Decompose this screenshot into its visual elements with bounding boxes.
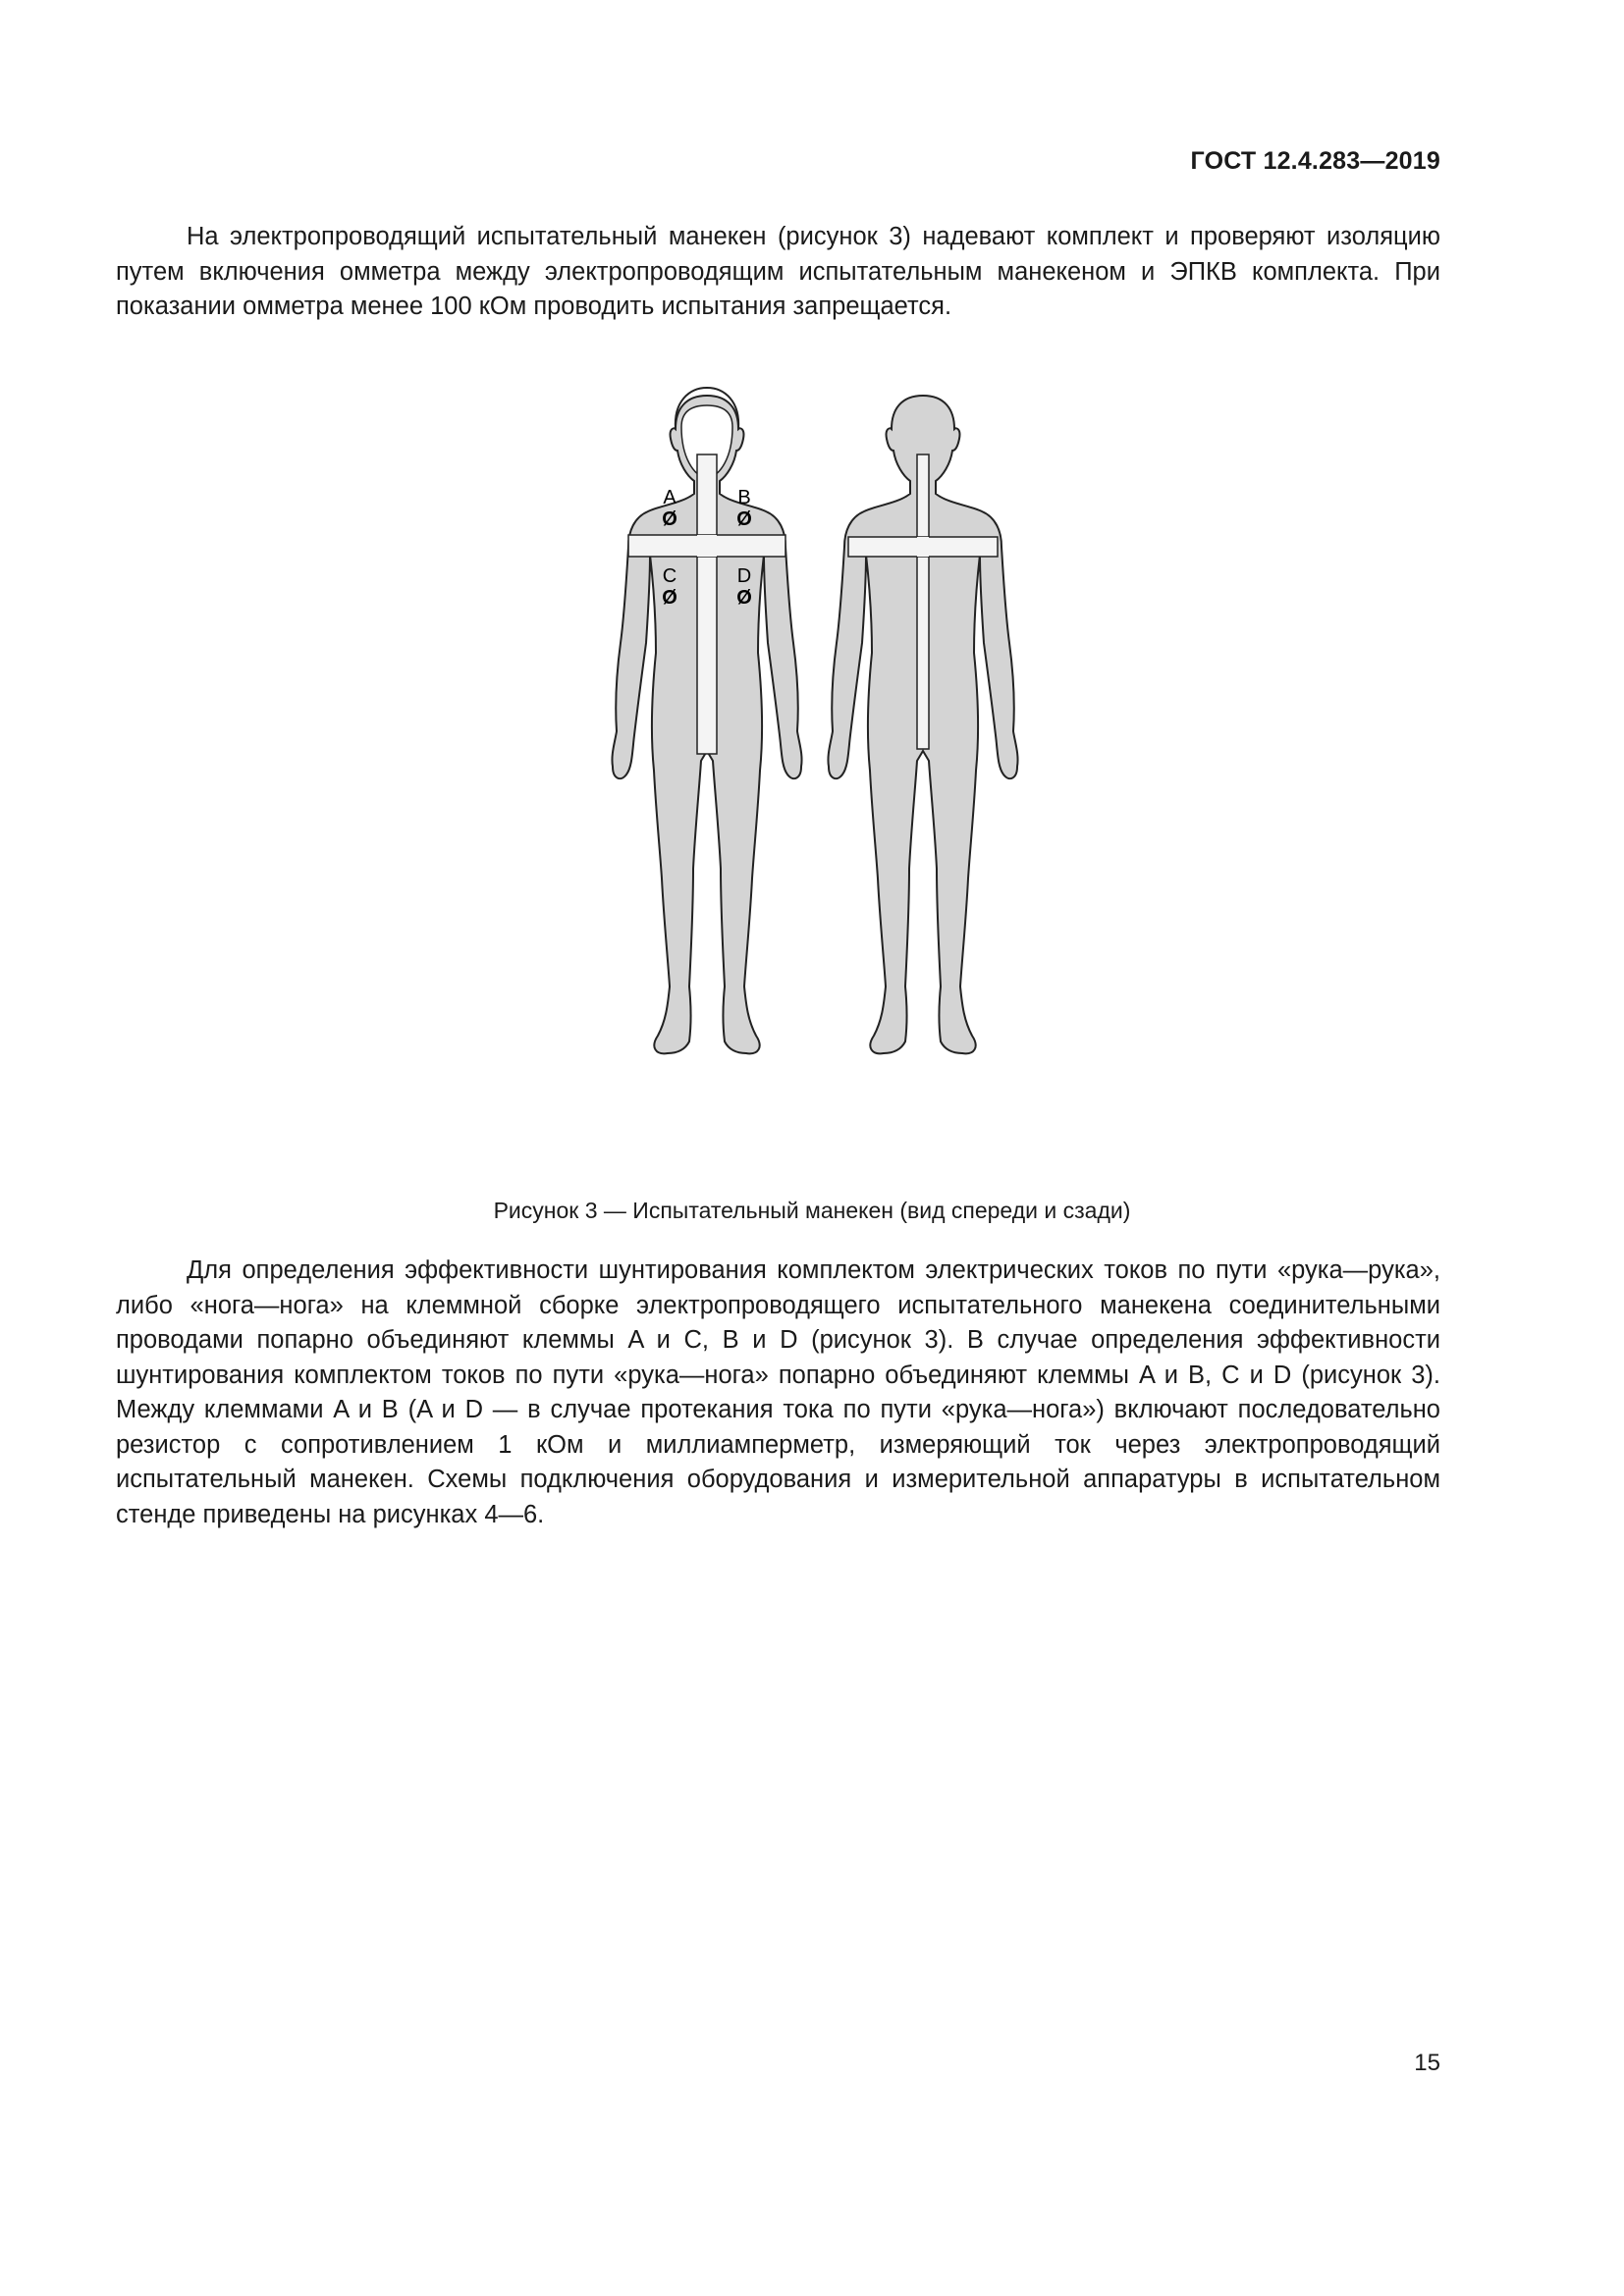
terminal-symbol-c: Ø [662,587,677,609]
figure-test-mannequin [461,378,1168,1163]
terminal-label-d: D [736,565,752,587]
page-number: 15 [1414,2050,1440,2076]
terminal-label-c: C [662,565,677,587]
terminal-symbol-b: Ø [736,508,752,530]
document-standard-header: ГОСТ 12.4.283—2019 [1190,147,1440,175]
mannequin-back-view [828,396,1017,1053]
paragraph-shunt-test: Для определения эффективности шунтирования комплектом электрических токов по пути «рука—рука», либо «нога—нога» на клеммной сборке электропроводящего испытательного манекена соединительными проводами попарно объединяют клеммы A и C, B и D (рисунок 3). В случае определения эффективности шунтирования комплектом токов по пути «рука—нога» попарно объединяют клеммы A и B, C и D (рисунок 3). Между клеммами A и B (A и D — в случае протекания тока по пути «рука—нога») включают последовательно резистор с сопротивлением 1 кОм и миллиамперметр, измеряющий ток через электропроводящий испытательный манекен. Схемы подключения оборудования и измерительной аппаратуры в испытательном стенде приведены на рисунках 4—6. [116,1256,1441,1528]
terminal-symbol-a: Ø [662,508,677,530]
terminal-label-b: B [737,487,751,508]
mannequin-front-view [612,388,801,1053]
terminal-label-a: A [663,487,677,508]
terminal-symbol-d: Ø [736,587,752,609]
paragraph-insulation-check: На электропроводящий испытательный манекен (рисунок 3) надевают комплект и проверяют изоляцию путем включения омметра между электропроводящим испытательным манекеном и ЭПКВ комплекта. При показании омметра менее 100 кОм проводить испытания запрещается. [116,223,1440,320]
figure-caption: Рисунок 3 — Испытательный манекен (вид спереди и сзади) [493,1198,1131,1223]
